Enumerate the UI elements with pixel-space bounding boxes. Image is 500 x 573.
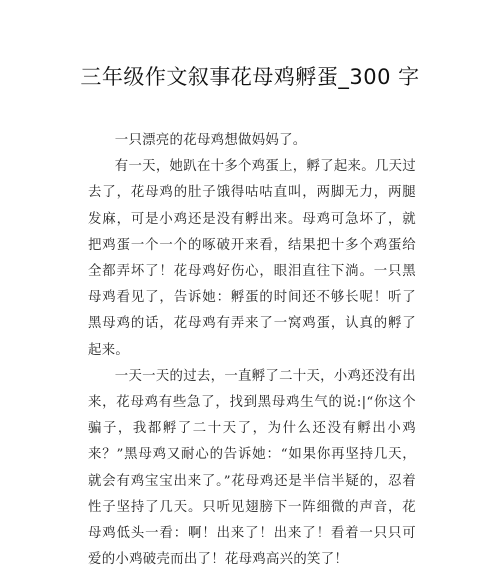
paragraph-3: 一天一天的过去，一直孵了二十天，小鸡还没有出来，花母鸡有些急了，找到黑母鸡生气的说:|“你这个骗子，我都孵了二十天了，为什么还没有孵出小鸡来？”黑母鸡又耐心的告诉她：“如果你再坚持几天，就会有鸡宝宝出来了。”花母鸡还是半信半疑的，忍着性子坚持了几天。只听见翅膀下一阵细微的声音，花母鸡低头一看：啊！出来了！出来了！看着一只只可爱的小鸡破壳而出了！花母鸡高兴的笑了！ — [88, 368, 416, 568]
document-body — [88, 128, 416, 573]
paragraph-1: 一只漂亮的花母鸡想做妈妈了。 — [114, 133, 307, 148]
paragraph-2: 有一天，她趴在十多个鸡蛋上，孵了起来。几天过去了，花母鸡的肚子饿得咕咕直叫，两脚无力，两腿发麻，可是小鸡还是没有孵出来。母鸡可急坏了，就把鸡蛋一个一个的啄破开来看，结果把十多个鸡蛋给全都弄坏了！花母鸡好伤心，眼泪直往下淌。一只黑母鸡看见了，告诉她：孵蛋的时间还不够长呢！听了黑母鸡的话，花母鸡有弄来了一窝鸡蛋，认真的孵了起来。 — [88, 159, 416, 358]
document-title: 三年级作文叙事花母鸡孵蛋_300 字 — [80, 65, 420, 89]
